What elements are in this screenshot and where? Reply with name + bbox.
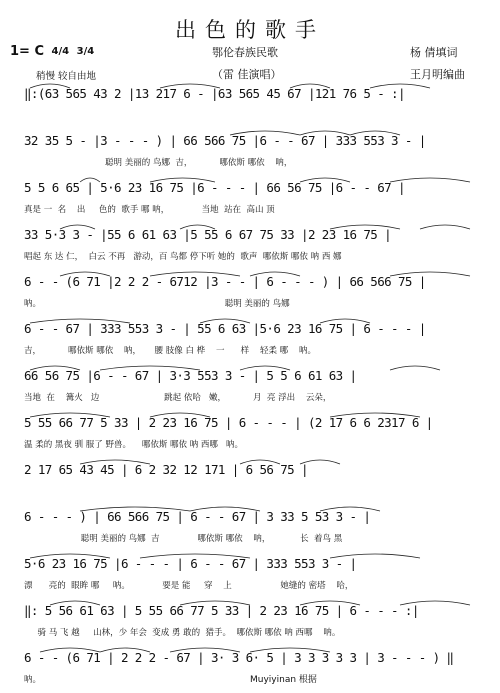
slur-arc — [370, 84, 430, 88]
lyrics-line: 吉， 哪依斯 哪依 呐， 腰 肢像 白 桦 一 样 轻柔 哪 呐。 — [24, 346, 316, 356]
song-origin: 鄂伦春族民歌 — [212, 46, 278, 59]
footer-credit: Muyiyinan 根据 — [250, 675, 317, 685]
slur-arc — [320, 507, 380, 511]
singer-credit: （雷 佳演唱） — [212, 68, 282, 81]
slur-arc — [170, 648, 240, 652]
slur-arc — [30, 554, 110, 558]
slur-arc — [80, 178, 100, 182]
slur-arc — [100, 648, 150, 652]
score-line: 32 35 5 - |3 - - - ) | 66 566 75 |6 - - 67 | 333 553 3 - | — [24, 133, 426, 148]
slur-arc — [300, 178, 350, 182]
score-line: 6 - - - ) | 66 566 75 | 6 - - 67 | 3 33 5 53 3 - | — [24, 509, 371, 524]
slur-arc — [180, 601, 250, 605]
slur-arc — [100, 366, 200, 370]
slur-arc — [60, 225, 95, 229]
slur-arc — [300, 601, 360, 605]
score-line: 6 - - (6 71 |2 2 2 - 6712 |3 - - | 6 - - - ) | 66 566 75 | — [24, 274, 426, 289]
time-signature-1: 4/4 — [51, 46, 70, 57]
tempo-marking: 稍慢 较自由地 — [36, 71, 97, 82]
lyrics-line: 温 柔的 黑夜 驯 服了 野兽。 哪依斯 哪依 呐 西哪 呐。 — [24, 440, 244, 450]
slur-arc — [350, 131, 400, 135]
score-line: 5 55 66 77 5 33 | 2 23 16 75 | 6 - - - | (2 17 6 6 2317 6 | — [24, 415, 433, 430]
slur-arc — [50, 601, 100, 605]
slur-arc — [390, 272, 470, 276]
slur-arc — [330, 225, 400, 229]
slur-arc — [390, 366, 440, 370]
slur-arc — [190, 507, 260, 511]
score-line: 66 56 75 |6 - - 67 | 3·3 553 3 - | 5 5 6 61 63 | — [24, 368, 357, 383]
score-line: ‖: 5 56 61 63 | 5 55 66 77 5 33 | 2 23 16 75 | 6 - - - :| — [24, 603, 419, 618]
lyrics-line: 聪明 美丽的 鸟娜 吉 哪依斯 哪依 呐， 长 着鸟 黑 — [24, 534, 343, 544]
slur-arc — [420, 225, 470, 229]
score-line: 5·6 23 16 75 |6 - - - | 6 - - 67 | 333 553 3 - | — [24, 556, 357, 571]
lyrics-line: 骑 马 飞 越 山林，少 年会 变成 勇 敢的 猎手。 哪依斯 哪依 呐 西哪 呐。 — [24, 628, 341, 638]
slur-arc — [240, 366, 290, 370]
slur-arc — [250, 648, 330, 652]
slur-arc — [400, 601, 470, 605]
lyrics-line: 真是 一 名 出 色的 歌手 哪 呐， 当地 站在 高山 顶 — [24, 205, 275, 215]
score-line: 2 17 65 43 45 | 6 2 32 12 171 | 6 56 75 | — [24, 462, 308, 477]
slur-arc — [330, 413, 420, 417]
slur-arc — [320, 319, 370, 323]
slur-arc — [330, 554, 420, 558]
slur-arc — [30, 319, 130, 323]
slur-arc — [250, 272, 300, 276]
slur-arc — [150, 413, 210, 417]
slur-arc — [150, 272, 240, 276]
score-line: 6 - - 67 | 333 553 3 - | 55 6 63 |5·6 23 16 75 | 6 - - - | — [24, 321, 426, 336]
slur-arc — [200, 319, 250, 323]
slur-arc — [150, 178, 215, 182]
key-label: 1= C — [10, 44, 45, 59]
page-title: 出色的歌手 — [175, 18, 325, 42]
score-line: ‖:(63 565 43 2 |13 217 6 - |63 565 45 67 |121 76 5 - :| — [24, 86, 405, 101]
lyrics-line: 唱起 东 达 仁， 白云 不再 游动，百 鸟都 停下听 她的 歌声 哪依斯 哪依 呐 西 娜 — [24, 252, 342, 262]
lyrics-line: 聪明 美丽的 鸟娜 吉， 哪依斯 哪依 呐， — [24, 158, 293, 168]
slur-arc — [180, 225, 215, 229]
slur-arc — [30, 84, 70, 88]
lyrics-line: 漂 亮的 眼眸 哪 呐。 要是 能 穿 上 她缝的 密塔 哈， — [24, 581, 354, 591]
slur-arc — [80, 460, 150, 464]
slur-arc — [80, 507, 190, 511]
arranger-credit: 王月明编曲 — [410, 68, 465, 81]
slur-arc — [290, 84, 330, 88]
score-line: 6 - - (6 71 | 2 2 2 - 67 | 3· 3 6· 5 | 3 3 3 3 3 | 3 - - - ) ‖ — [24, 650, 454, 665]
slur-arc — [160, 84, 220, 88]
slur-arc — [30, 413, 110, 417]
score-line: 5 5 6 65 | 5·6 23 16 75 |6 - - - | 66 56 75 |6 - - 67 | — [24, 180, 405, 195]
lyrics-line: 呐。 — [24, 675, 42, 685]
slur-arc — [240, 460, 280, 464]
lyrics-line: 当地 在 篝火 边 跳起 依哈 嫩， 月 亮 浮出 云朵， — [24, 393, 332, 403]
slur-arc — [60, 272, 110, 276]
lyrics-line: 呐。 聪明 美丽的 鸟娜 — [24, 299, 290, 309]
slur-arc — [40, 648, 100, 652]
slur-arc — [140, 554, 250, 558]
slur-arc — [300, 460, 340, 464]
lyricist-credit: 杨 倩填词 — [410, 46, 458, 59]
slur-arc — [230, 131, 300, 135]
score-line: 33 5·3 3 - |55 6 61 63 |5 55 6 67 75 33 |2 23 16 75 | — [24, 227, 392, 242]
slur-arc — [390, 178, 470, 182]
time-signature-2: 3/4 — [76, 46, 95, 57]
slur-arc — [300, 131, 350, 135]
slur-arc — [30, 366, 80, 370]
